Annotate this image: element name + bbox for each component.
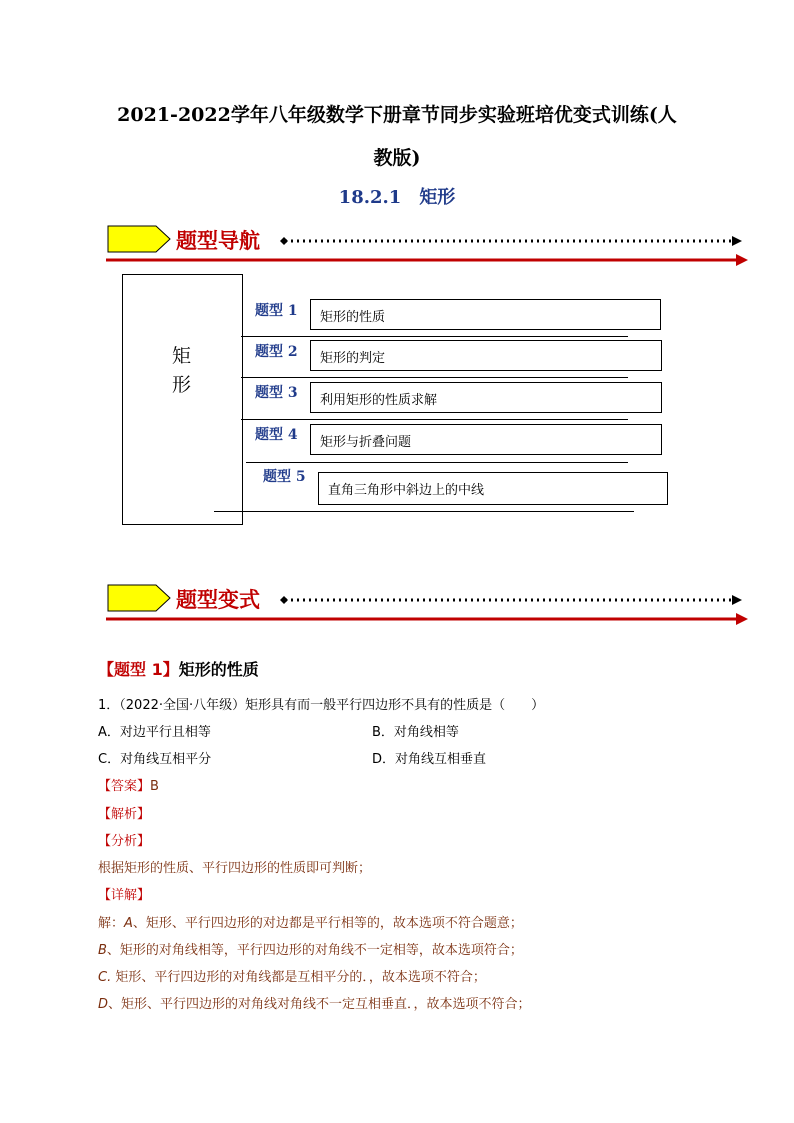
fenxi-label: 【分析】 bbox=[98, 834, 151, 849]
solution-letter-a: A bbox=[124, 916, 133, 931]
topic-char-1: 矩 bbox=[172, 345, 192, 367]
solution-text-1: 、矩形、平行四边形的对边都是平行相等的，故本选项不符合题意； bbox=[132, 916, 523, 931]
question-text: 1．（2022·全国·八年级）矩形具有而一般平行四边形不具有的性质是（ ） bbox=[98, 698, 545, 713]
type-box-2: 矩形的判定 bbox=[310, 340, 662, 371]
divider-line bbox=[241, 377, 628, 378]
divider-line bbox=[241, 419, 628, 420]
diamond-icon bbox=[280, 596, 288, 604]
analysis-label: 【解析】 bbox=[98, 807, 151, 822]
solution-line-4 bbox=[98, 993, 531, 1012]
solution-line-2 bbox=[98, 939, 523, 958]
solution-letter-c: C. bbox=[98, 970, 112, 985]
option-a: A．对边平行且相等 bbox=[98, 725, 211, 740]
divider-line bbox=[246, 462, 628, 463]
detail-label: 【详解】 bbox=[98, 888, 151, 903]
topic-box bbox=[122, 274, 243, 525]
type-label-5: 题型 5 bbox=[263, 469, 306, 485]
type-label-4: 题型 4 bbox=[255, 427, 298, 443]
solution-letter-b: B bbox=[98, 943, 107, 958]
type-heading-bracket: 【题型 1】 bbox=[98, 660, 179, 679]
divider-line bbox=[214, 511, 634, 512]
answer-line bbox=[98, 775, 159, 794]
topic-char-2: 形 bbox=[172, 374, 192, 396]
solution-text-2: 、矩形的对角线相等，平行四边形的对角线不一定相等，故本选项符合； bbox=[106, 943, 523, 958]
solution-prefix: 解： bbox=[98, 916, 125, 931]
nav-banner-title: 题型导航 bbox=[176, 228, 260, 253]
type-heading bbox=[98, 657, 259, 680]
answer-value: B bbox=[150, 779, 159, 794]
type-box-4: 矩形与折叠问题 bbox=[310, 424, 662, 455]
red-arrowhead-icon bbox=[736, 254, 748, 266]
divider-line bbox=[241, 336, 628, 337]
solution-text-3: 矩形、平行四边形的对角线都是互相平分的．，故本选项不符合； bbox=[111, 970, 486, 985]
solution-line-1 bbox=[98, 912, 523, 931]
type-label-2: 题型 2 bbox=[255, 344, 298, 360]
option-b: B．对角线相等 bbox=[372, 725, 459, 740]
red-arrowhead-icon bbox=[736, 613, 748, 625]
type-box-3: 利用矩形的性质求解 bbox=[310, 382, 662, 413]
variation-banner-title: 题型变式 bbox=[176, 587, 260, 612]
answer-label: 【答案】 bbox=[98, 779, 151, 794]
solution-text-4: 、矩形、平行四边形的对角线对角线不一定互相垂直．，故本选项不符合； bbox=[108, 997, 531, 1012]
doc-title-line2: 教版) bbox=[373, 147, 421, 169]
black-arrowhead-icon bbox=[732, 236, 742, 246]
solution-letter-d: D bbox=[98, 997, 109, 1012]
option-c: C．对角线互相平分 bbox=[98, 752, 212, 767]
section-number: 18.2.1 bbox=[338, 187, 402, 208]
fenxi-text: 根据矩形的性质、平行四边形的性质即可判断； bbox=[98, 861, 372, 876]
type-heading-text: 矩形的性质 bbox=[178, 660, 259, 679]
doc-title-line1: 2021-2022学年八年级数学下册章节同步实验班培优变式训练(人 bbox=[117, 104, 677, 126]
diamond-icon bbox=[280, 237, 288, 245]
solution-line-3 bbox=[98, 966, 486, 985]
yellow-arrow-icon bbox=[108, 226, 170, 252]
section-name: 矩形 bbox=[419, 187, 456, 208]
type-label-3: 题型 3 bbox=[255, 385, 298, 401]
yellow-arrow-icon bbox=[108, 585, 170, 611]
option-d: D．对角线互相垂直 bbox=[372, 752, 487, 767]
black-arrowhead-icon bbox=[732, 595, 742, 605]
type-label-1: 题型 1 bbox=[255, 303, 298, 319]
type-box-5: 直角三角形中斜边上的中线 bbox=[318, 472, 668, 505]
type-box-1: 矩形的性质 bbox=[310, 299, 661, 330]
section-title bbox=[60, 183, 734, 209]
